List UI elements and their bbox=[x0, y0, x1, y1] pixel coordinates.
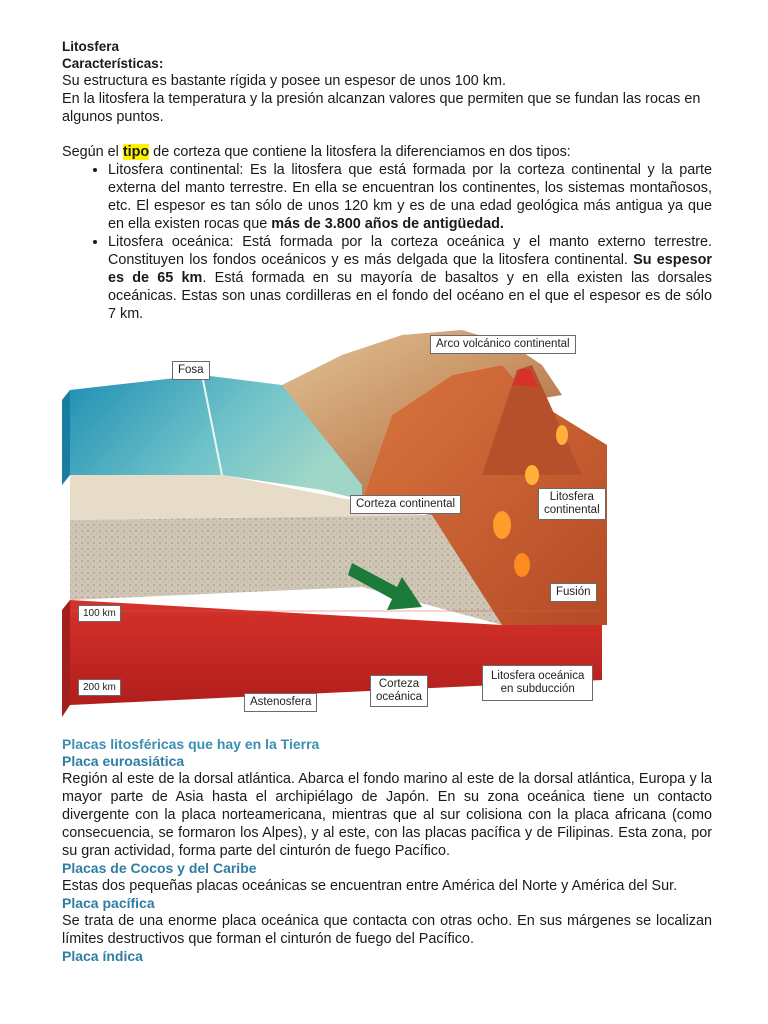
intro-paragraph-1: Su estructura es bastante rígida y posee un espesor de unos 100 km. bbox=[62, 73, 506, 89]
types-post-text: de corteza que contiene la litosfera la diferenciamos en dos tipos: bbox=[149, 144, 571, 160]
pacifica-text: Se trata de una enorme placa oceánica que contacta con otras ocho. En sus márgenes se localizan límites destructivos que forman el cinturón de fuego del Pacífico. bbox=[62, 913, 712, 947]
list-item bbox=[108, 233, 712, 323]
indica-title: Placa índica bbox=[62, 948, 143, 964]
doc-subtitle: Características: bbox=[62, 56, 164, 71]
label-corteza-oc-line2: oceánica bbox=[376, 691, 423, 703]
types-list bbox=[62, 161, 712, 323]
label-fusion: Fusión bbox=[550, 583, 597, 602]
types-pre-text: Según el bbox=[62, 144, 123, 160]
label-litosfera-oceanica bbox=[482, 665, 593, 701]
subduction-diagram bbox=[62, 325, 622, 717]
bullet-1-text: Litosfera continental: Es la litosfera que está formada por la corteza continental y la parte externa del manto terrestre. En ella se encuentran los continentes, los sistemas montañosos, etc. El espesor es tan sólo de unos 120 km y es de una edad geológica más antigua ya que en ella existen rocas que bbox=[108, 162, 712, 232]
types-paragraph bbox=[62, 143, 712, 161]
cocos-caribe-title: Placas de Cocos y del Caribe bbox=[62, 860, 257, 876]
label-fosa: Fosa bbox=[172, 361, 210, 380]
document-body bbox=[62, 38, 712, 323]
label-lito-oc-line2: en subducción bbox=[500, 683, 575, 695]
list-item bbox=[108, 161, 712, 233]
bullet-2-post: . Está formada en su mayoría de basaltos y en ella existen las dorsales oceánicas. Estas son unas cordilleras en el fondo del océano en el que el espesor es de sólo 7 km. bbox=[108, 270, 712, 322]
pacifica-title: Placa pacífica bbox=[62, 895, 155, 911]
intro-paragraph-2: En la litosfera la temperatura y la presión alcanzan valores que permiten que se fundan las rocas en algunos puntos. bbox=[62, 91, 701, 125]
label-arco-volcanico: Arco volcánico continental bbox=[430, 335, 576, 354]
bullet-1-bold: más de 3.800 años de antigüedad. bbox=[271, 216, 504, 232]
subduction-illustration bbox=[62, 325, 622, 717]
bullet-2-bold: Su espesor es de 65 km bbox=[108, 252, 712, 286]
label-astenosfera: Astenosfera bbox=[244, 693, 317, 712]
label-lito-cont-line2: continental bbox=[544, 504, 600, 516]
label-corteza-oc-line1: Corteza bbox=[378, 678, 420, 690]
euroasiatica-title: Placa euroasiática bbox=[62, 753, 185, 769]
section-title: Placas litosféricas que hay en la Tierra bbox=[62, 736, 320, 752]
plates-section bbox=[62, 736, 712, 965]
label-lito-cont-line1: Litosfera bbox=[549, 491, 594, 503]
cocos-caribe-text: Estas dos pequeñas placas oceánicas se encuentran entre América del Norte y América del Sur. bbox=[62, 878, 678, 894]
euroasiatica-text: Región al este de la dorsal atlántica. Abarca el fondo marino al este de la dorsal atlántica, Europa y la mayor parte de Asia hasta el archipiélago de Japón. En su zona oceánica tiene un contacto divergente con la placa norteamericana, mientras que al sur colisiona con la placa africana (como consecuencia, se formaron los Alpes), y al este, con las placas pacífica y de Filipinas. Esta zona, por su gran actividad, forma parte del cinturón de fuego Pacífico. bbox=[62, 771, 712, 859]
label-litosfera-continental bbox=[538, 488, 606, 520]
label-corteza-oceanica bbox=[370, 675, 428, 707]
label-lito-oc-line1: Litosfera oceánica bbox=[491, 670, 585, 682]
label-200km: 200 km bbox=[78, 679, 121, 696]
bullet-2-pre: Litosfera oceánica: Está formada por la corteza oceánica y el manto externo terrestre. Constituyen los fondos oceánicos y es más delgada que la litosfera continental. bbox=[108, 234, 712, 268]
doc-title: Litosfera bbox=[62, 39, 120, 54]
label-100km: 100 km bbox=[78, 605, 121, 622]
label-corteza-continental: Corteza continental bbox=[350, 495, 461, 514]
highlighted-word: tipo bbox=[122, 144, 150, 160]
